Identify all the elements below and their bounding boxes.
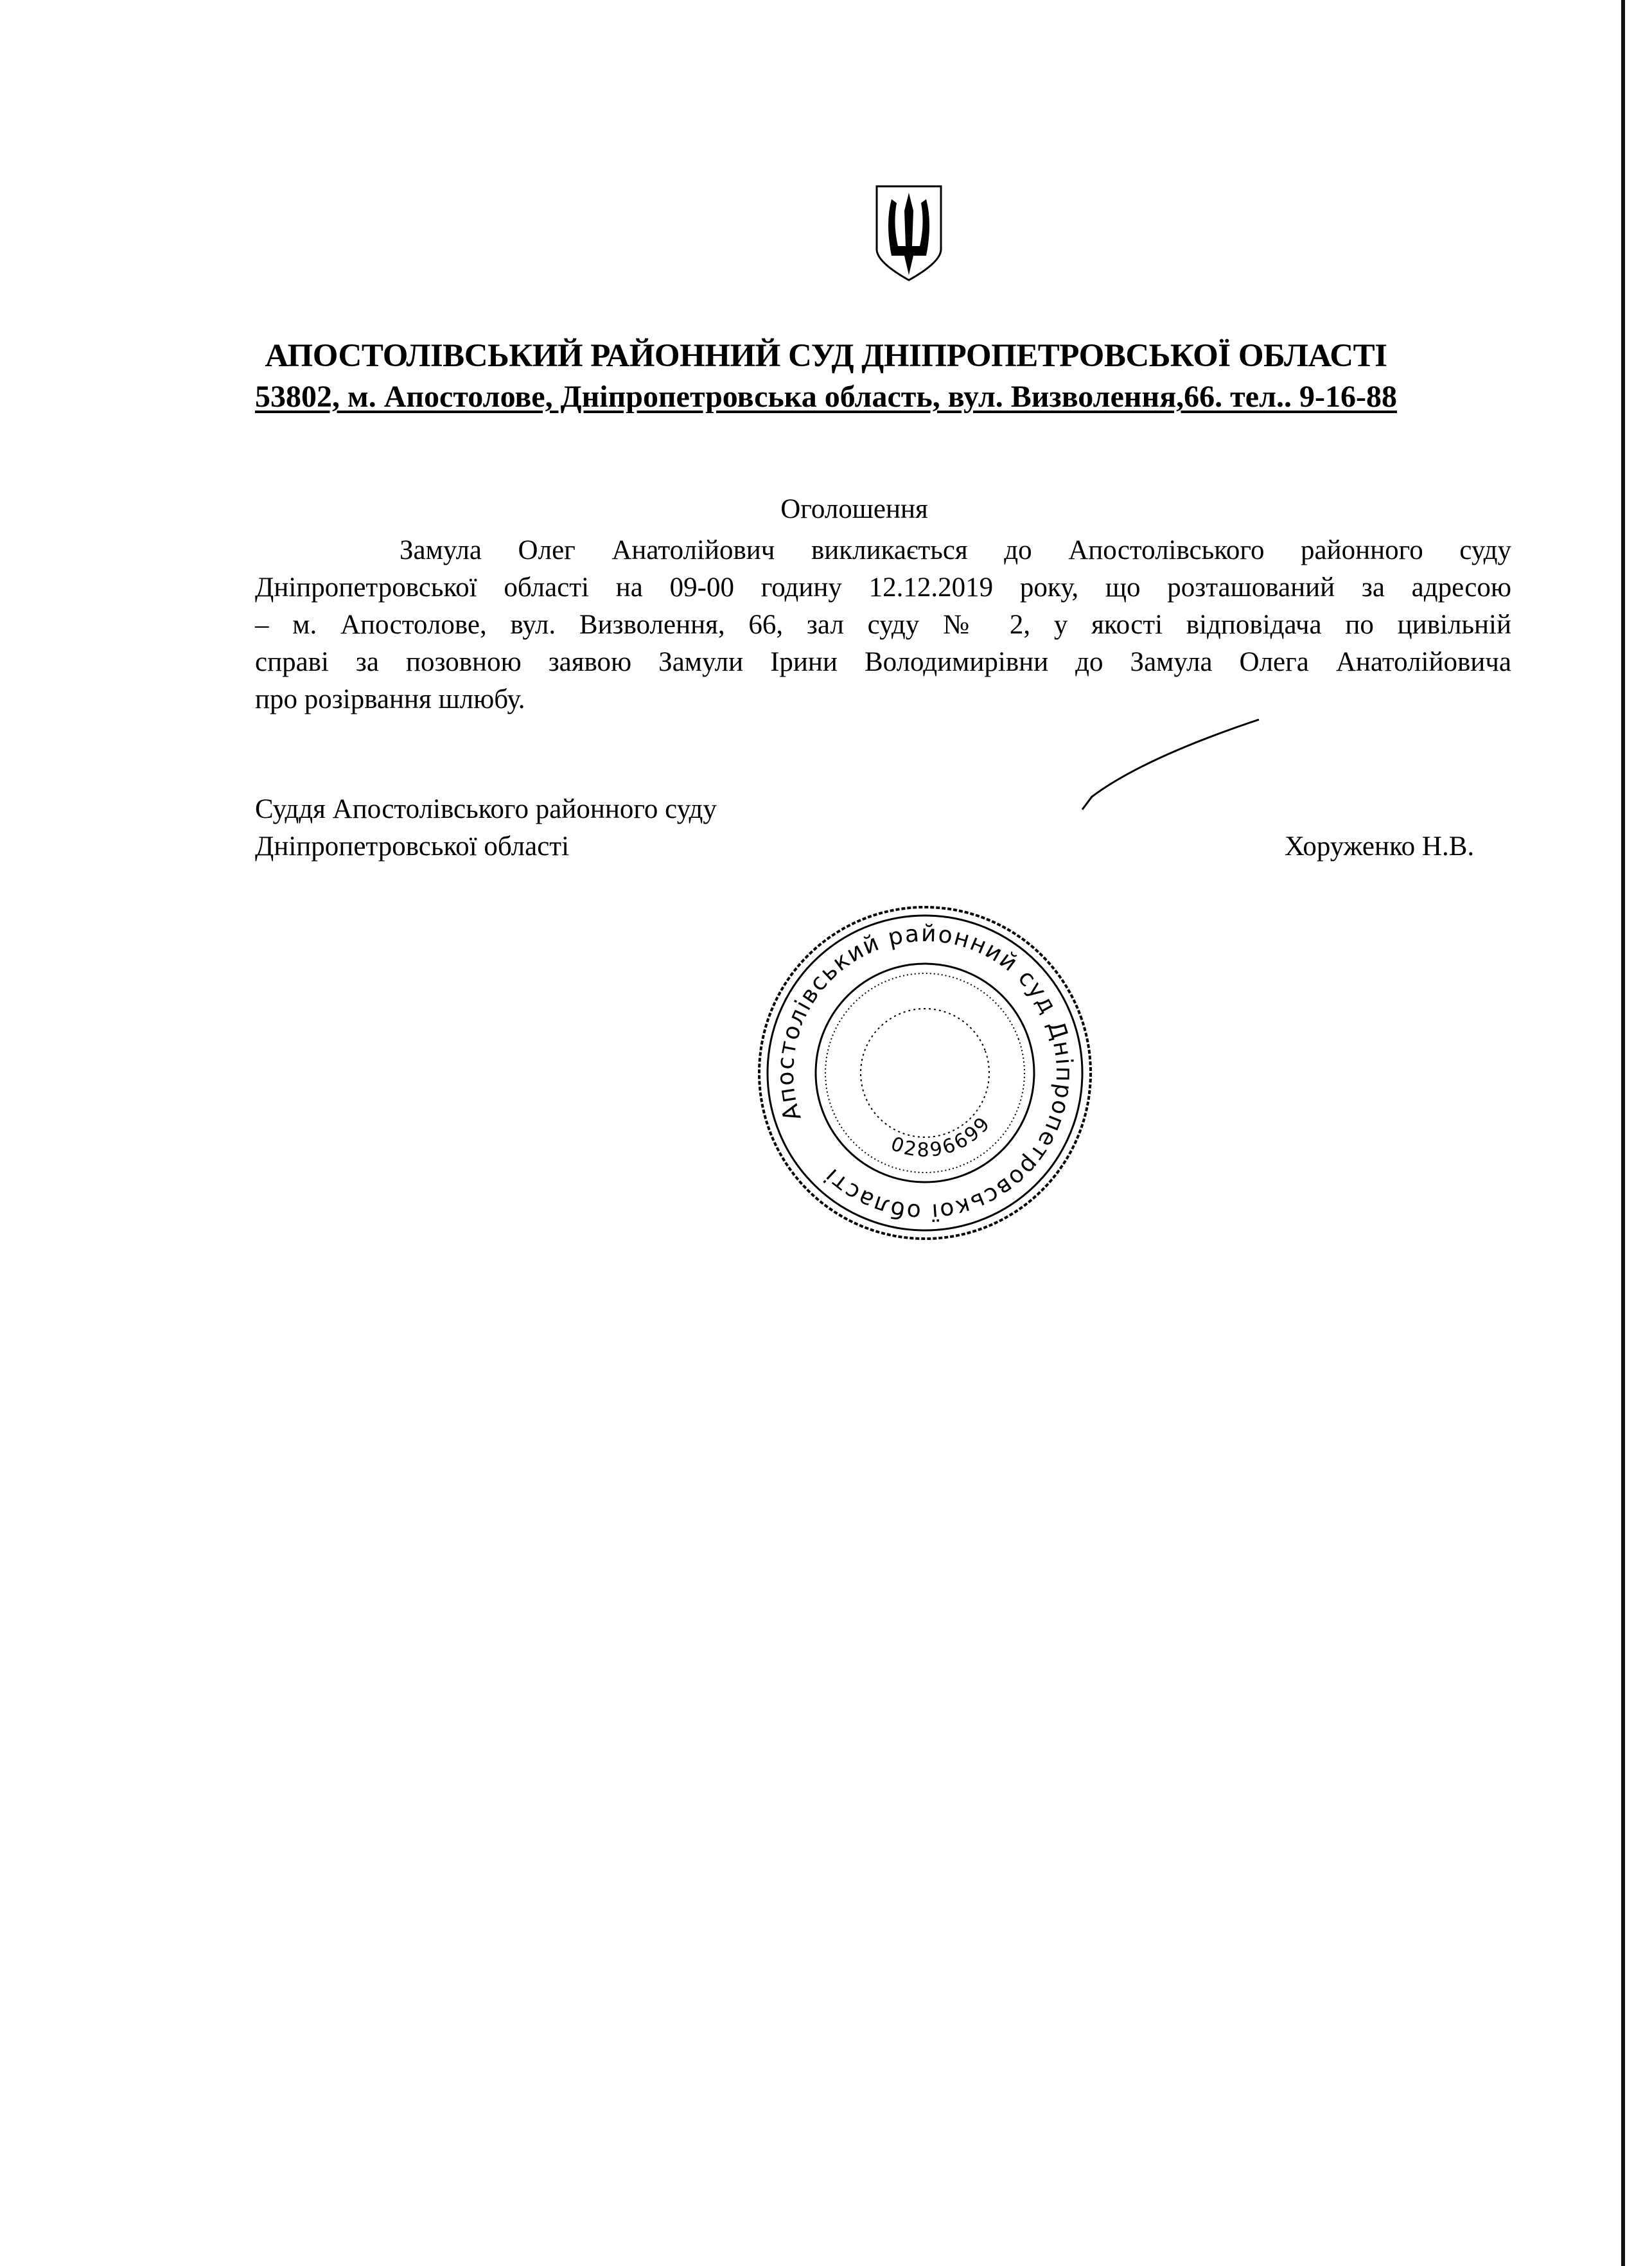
body-line: справі за позовною заявою Замули Ірини Володимирівни до Замула Олега Анатолійовича [255, 647, 1511, 677]
court-address-text: 53802, м. Апостолове, Дніпропетровська область, вул. Визволення,66. тел.. 9-16-88 [255, 380, 1397, 414]
judge-position-line2: Дніпропетровської області [255, 831, 570, 862]
trident-emblem-icon [875, 185, 943, 281]
stamp-outer-text-path: Апостолівський районний суд Дніпропетровської області [772, 920, 1078, 1226]
stamp-code-path: 02896699 [888, 1111, 996, 1162]
judge-name: Хоруженко Н.В. [1285, 831, 1475, 862]
body-line: про розірвання шлюбу. [255, 684, 525, 714]
body-line: Дніпропетровської області на 09-00 годину 12.12.2019 року, що розташований за адресою [255, 572, 1511, 603]
announcement-body [255, 532, 1511, 718]
handwritten-signature [1066, 707, 1272, 816]
body-line: Замула Олег Анатолійович викликається до Апостолівського районного суду [400, 535, 1511, 565]
document-heading: Оголошення [780, 494, 928, 524]
court-name: АПОСТОЛІВСЬКИЙ РАЙОННИЙ СУД ДНІПРОПЕТРОВСЬКОЇ ОБЛАСТІ [265, 338, 1387, 374]
stamp-outer-text [751, 899, 1098, 1246]
body-line: – м. Апостолове, вул. Визволення, 66, зал суду № 2, у якості відповідача по цивільній [255, 610, 1511, 640]
court-seal-stamp [751, 899, 1098, 1246]
judge-position-line1: Суддя Апостолівського районного суду [255, 794, 717, 824]
court-address [0, 379, 1652, 414]
judge-position [255, 791, 717, 865]
